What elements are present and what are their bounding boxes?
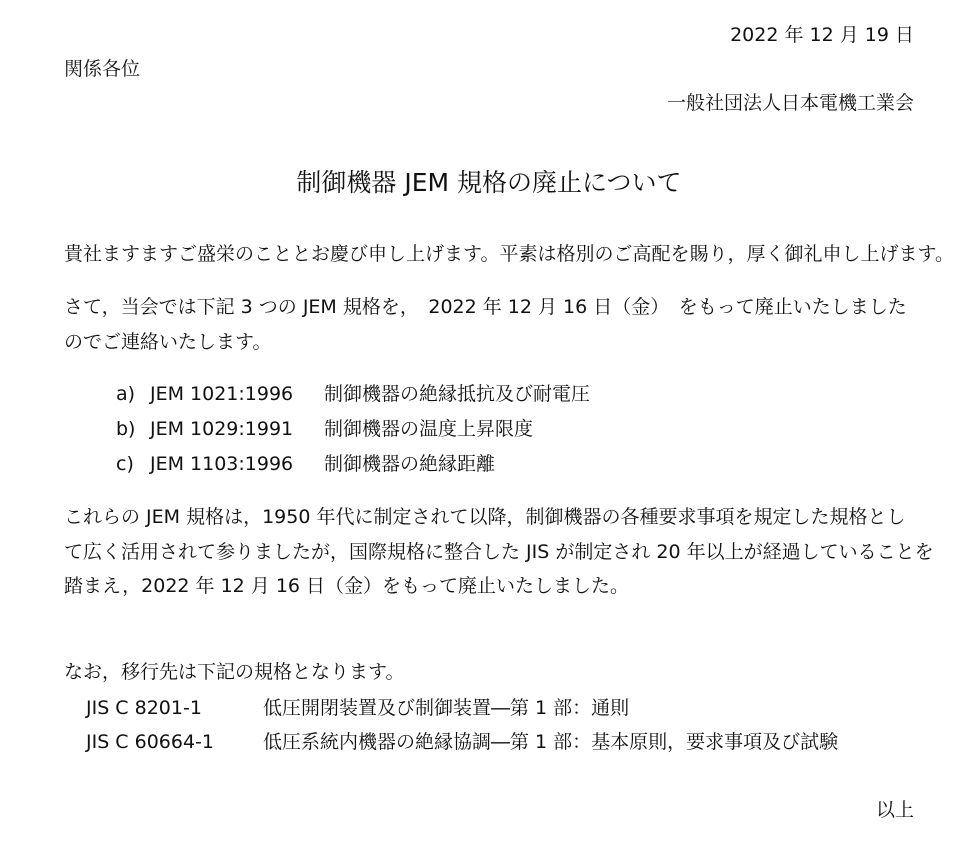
background-line-1: これらの JEM 規格は，1950 年代に制定されて以降，制御機器の各種要求事項を規定した規格とし	[64, 506, 906, 528]
standard-title: 制御機器の絶縁距離	[324, 453, 496, 475]
sender-organization: 一般社団法人日本電機工業会	[666, 92, 914, 114]
list-marker: b)	[116, 418, 136, 440]
recipient: 関係各位	[64, 58, 141, 80]
jis-code: JIS C 60664-1	[86, 731, 214, 753]
standard-title: 制御機器の温度上昇限度	[324, 418, 534, 440]
standard-title: 制御機器の絶縁抵抗及び耐電圧	[324, 383, 591, 405]
document-title: 制御機器 JEM 規格の廃止について	[296, 168, 682, 197]
announcement-line-2: のでご連絡いたします。	[64, 331, 272, 353]
list-marker: a)	[116, 383, 136, 405]
list-marker: c)	[116, 453, 134, 475]
standard-code: JEM 1029:1991	[150, 418, 294, 440]
document-date: 2022 年 12 月 19 日	[730, 24, 914, 46]
standard-code: JEM 1103:1996	[150, 453, 294, 475]
greeting-paragraph: 貴社ますますご盛栄のこととお慶び申し上げます。平素は格別のご高配を賜り，厚く御礼申し上げます。	[64, 243, 954, 265]
jis-title: 低圧系統内機器の絶縁協調―第 1 部：基本原則，要求事項及び試験	[263, 731, 839, 753]
closing-mark: 以上	[875, 799, 914, 821]
background-line-3: 踏まえ，2022 年 12 月 16 日（金）をもって廃止いたしました。	[64, 575, 630, 597]
standard-code: JEM 1021:1996	[150, 383, 294, 405]
background-line-2: て広く活用されて参りましたが，国際規格に整合した JIS が制定され 20 年以上が経過していることを	[64, 541, 934, 563]
jis-code: JIS C 8201-1	[86, 697, 202, 719]
migration-intro: なお，移行先は下記の規格となります。	[64, 661, 405, 683]
announcement-line-1: さて，当会では下記 3 つの JEM 規格を， 2022 年 12 月 16 日（金） をもって廃止いたしました	[64, 296, 907, 318]
jis-title: 低圧開閉装置及び制御装置―第 1 部：通則	[263, 697, 630, 719]
